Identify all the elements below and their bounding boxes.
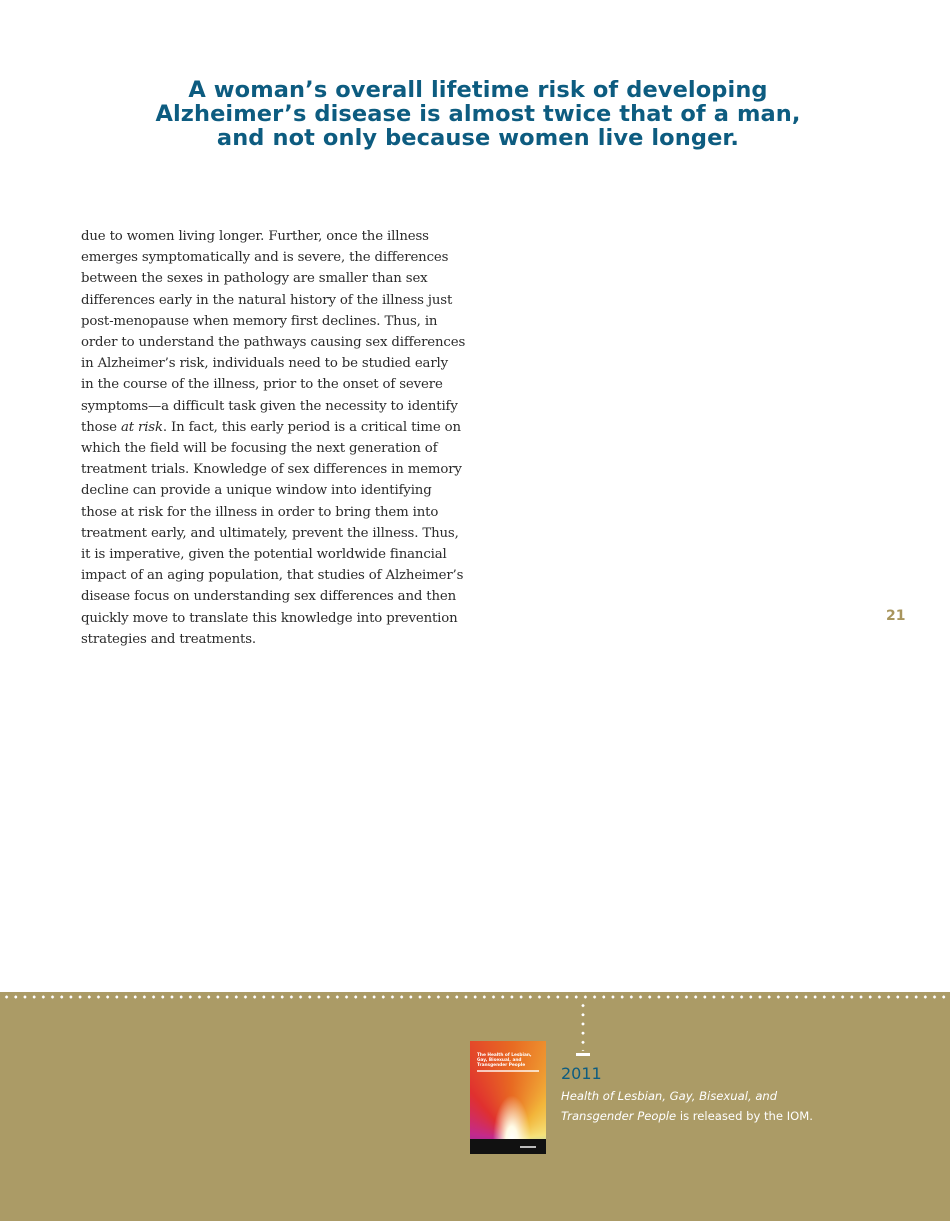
body-line: strategies and treatments. (81, 631, 256, 647)
body-line: order to understand the pathways causing sex differences (81, 335, 466, 351)
pull-quote-line-1: A woman’s overall lifetime risk of developing (188, 77, 768, 103)
body-line: emerges symptomatically and is severe, the differences (81, 250, 449, 266)
body-line: it is imperative, given the potential worldwide financial (81, 547, 447, 563)
event-publication-title-line-2: Transgender People (561, 1108, 677, 1123)
body-line: decline can provide a unique window into identifying (81, 483, 432, 499)
body-line: in the course of the illness, prior to the onset of severe (81, 377, 443, 393)
body-text-fragment: those (81, 419, 121, 435)
timeline-dotted-line-horizontal (0, 995, 950, 999)
body-line: differences early in the natural history of the illness just (81, 292, 453, 308)
timeline-event-description (561, 1087, 861, 1126)
book-cover-footer-strip (470, 1139, 546, 1154)
body-line: which the field will be focusing the next generation of (81, 441, 438, 457)
body-line: treatment early, and ultimately, prevent the illness. Thus, (81, 525, 459, 541)
event-publication-title-line-1: Health of Lesbian, Gay, Bisexual, and (561, 1089, 778, 1103)
body-line: in Alzheimer’s risk, individuals need to be studied early (81, 356, 448, 372)
publisher-logo-icon (520, 1146, 536, 1148)
page-number: 21 (886, 608, 906, 624)
book-cover-image (470, 1041, 546, 1154)
emphasis-at-risk: at risk (120, 419, 163, 435)
event-description-suffix: is released by the IOM. (676, 1108, 813, 1123)
timeline-dotted-connector-vertical (581, 999, 585, 1051)
pull-quote-line-3: and not only because women live longer. (216, 125, 740, 151)
body-line: those at risk for the illness in order to bring them into (81, 504, 439, 520)
body-line: impact of an aging population, that studies of Alzheimer’s (81, 568, 464, 584)
body-line: treatment trials. Knowledge of sex differences in memory (81, 462, 462, 478)
book-cover-subtitle-bar (477, 1070, 539, 1072)
timeline-tick-marker (576, 1053, 590, 1056)
book-cover-title: The Health of Lesbian, Gay, Bisexual, and Transgender People (477, 1053, 532, 1069)
timeline-band (0, 992, 950, 1221)
body-line: due to women living longer. Further, once the illness (81, 229, 429, 244)
body-line: post-menopause when memory first declines. Thus, in (81, 313, 438, 329)
body-paragraph (81, 226, 481, 650)
body-line-with-emphasis (81, 417, 481, 438)
pull-quote-heading (120, 78, 836, 150)
body-line: between the sexes in pathology are smaller than sex (81, 271, 428, 287)
body-line: symptoms—a difficult task given the necessity to identify (81, 398, 458, 414)
body-line: disease focus on understanding sex differences and then (81, 589, 457, 605)
body-text-fragment: . In fact, this early period is a critical time on (162, 419, 461, 435)
pull-quote-line-2: Alzheimer’s disease is almost twice that of a man, (155, 101, 801, 127)
body-line: quickly move to translate this knowledge into prevention (81, 610, 458, 626)
timeline-year: 2011 (561, 1064, 602, 1083)
